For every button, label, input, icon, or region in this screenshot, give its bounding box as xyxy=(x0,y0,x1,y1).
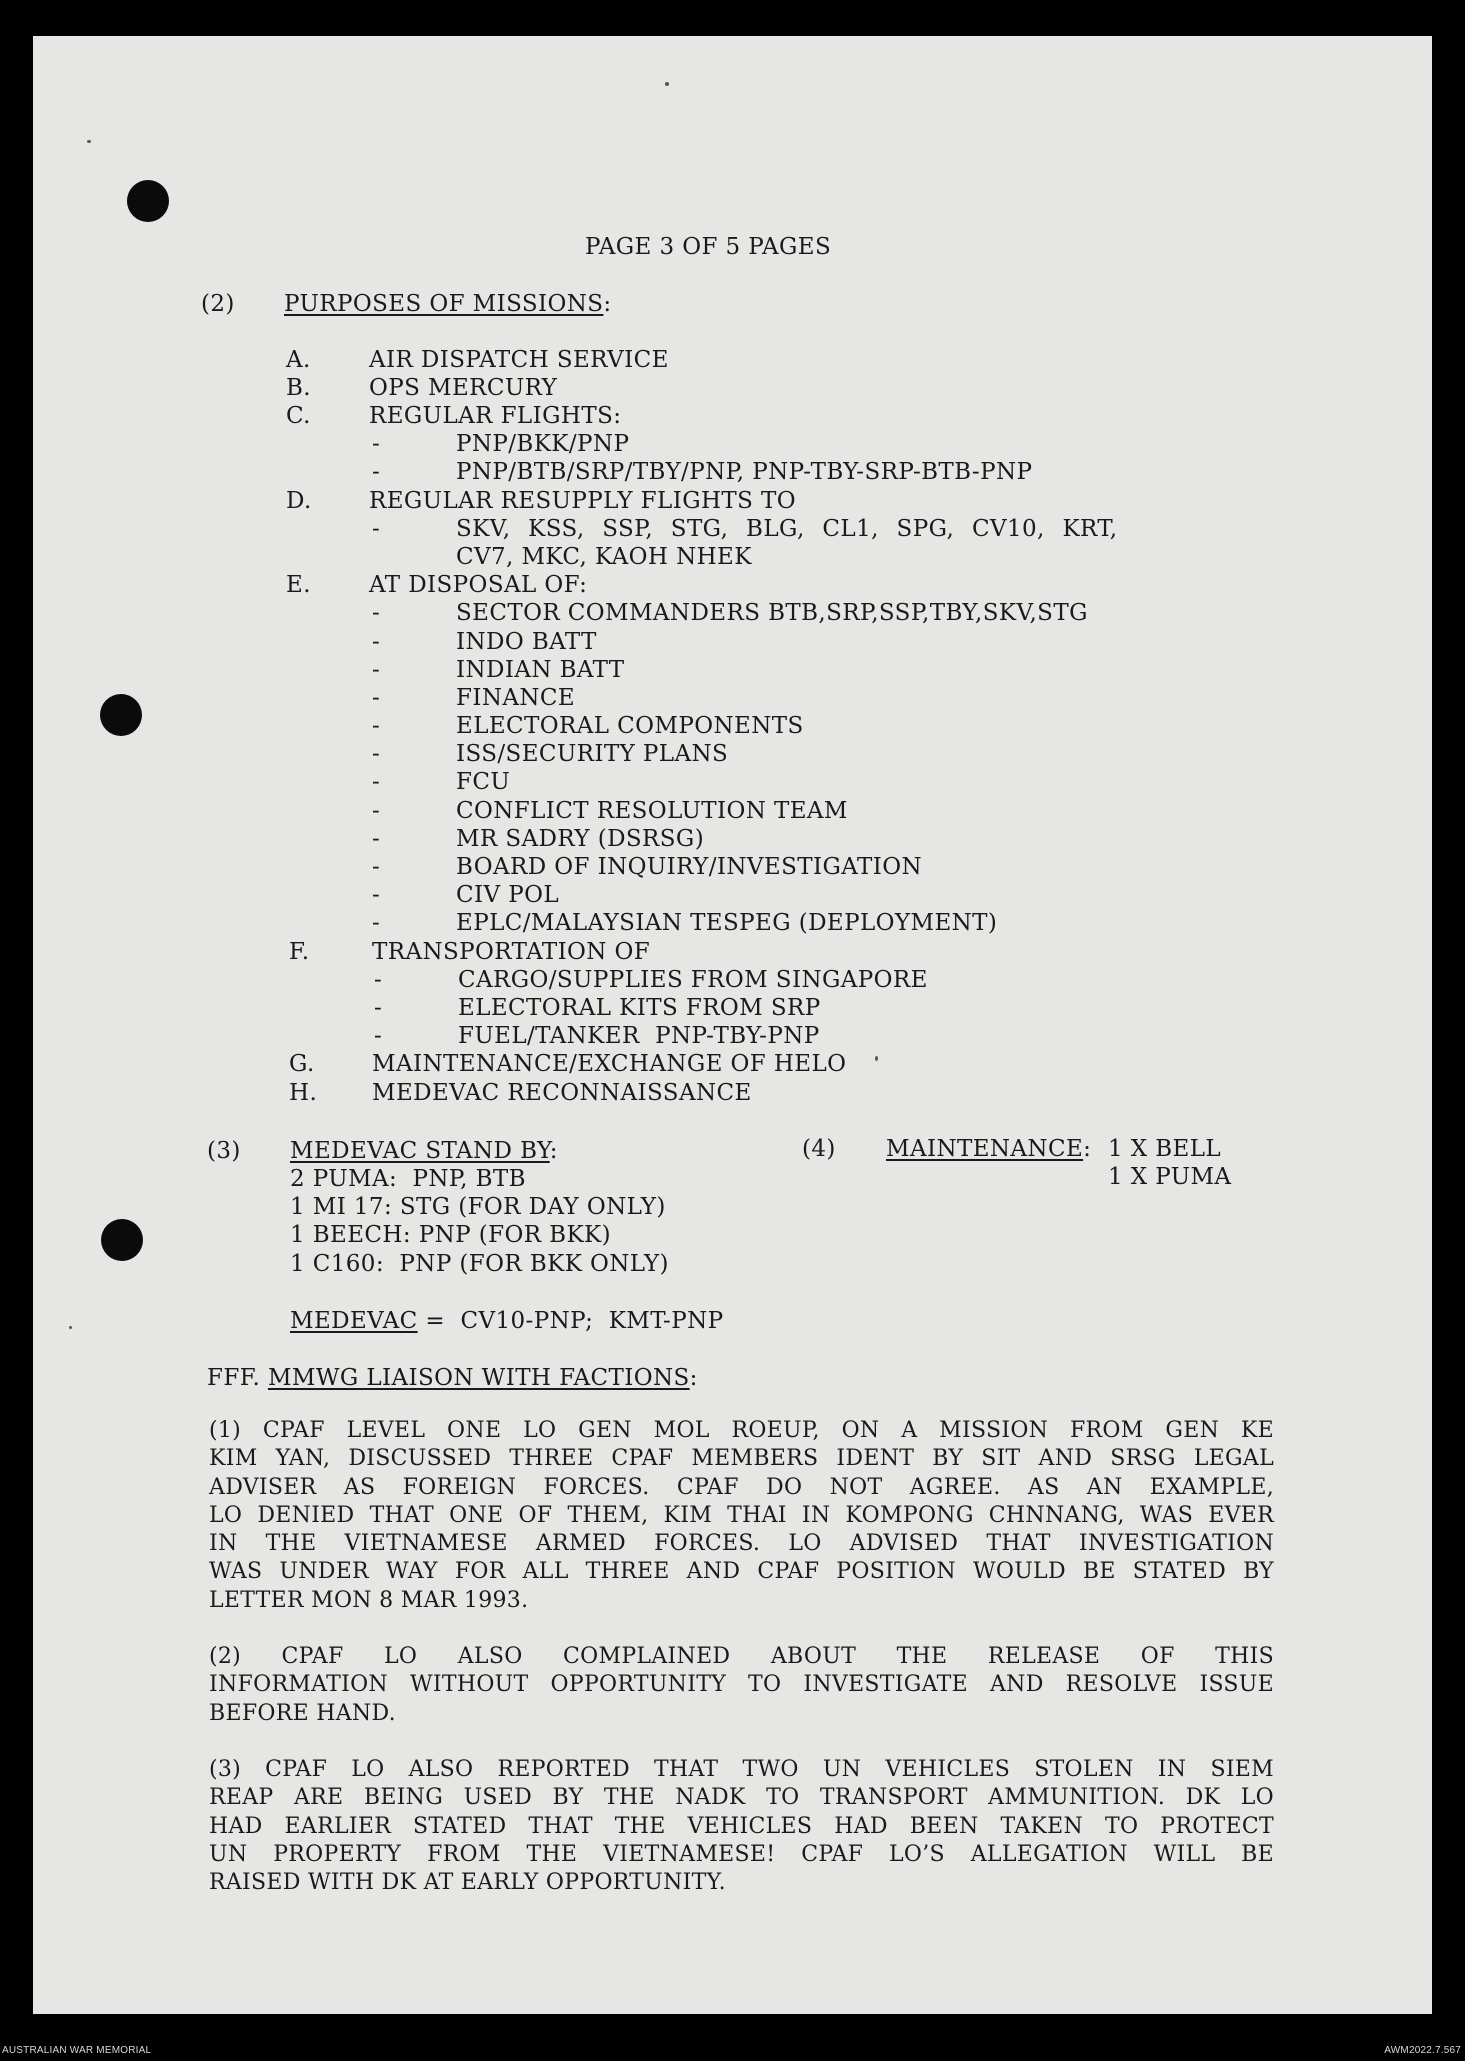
paragraph-line: ADVISER AS FOREIGN FORCES. CPAF DO NOT AGREE. AS AN EXAMPLE, xyxy=(209,1474,1274,1500)
footer-accession-number: AWM2022.7.567 xyxy=(1384,2045,1461,2056)
maintenance-line-2: 1 X PUMA xyxy=(1108,1164,1232,1190)
paper-speck xyxy=(875,1056,878,1061)
item-c-letter: C. xyxy=(286,403,311,429)
item-d-text: REGULAR RESUPPLY FLIGHTS TO xyxy=(369,488,797,514)
item-f-dash-1: - xyxy=(374,967,383,993)
section-4-colon: : xyxy=(1083,1136,1092,1162)
item-e-dash-2: - xyxy=(372,629,381,655)
section-3-title: MEDEVAC STAND BY xyxy=(290,1138,550,1164)
paragraph-line: RAISED WITH DK AT EARLY OPPORTUNITY. xyxy=(209,1870,726,1896)
paragraph-line: HAD EARLIER STATED THAT THE VEHICLES HAD BEEN TAKEN TO PROTECT xyxy=(209,1813,1274,1839)
maintenance-line-1: 1 X BELL xyxy=(1108,1136,1222,1162)
item-c-text: REGULAR FLIGHTS: xyxy=(369,403,622,429)
paragraph-line: BEFORE HAND. xyxy=(209,1700,396,1726)
item-e-sub-1: SECTOR COMMANDERS BTB,SRP,SSP,TBY,SKV,STG xyxy=(456,600,1088,626)
item-e-sub-10: BOARD OF INQUIRY/INVESTIGATION xyxy=(456,854,922,880)
page-number-header: PAGE 3 OF 5 PAGES xyxy=(585,234,832,260)
paper-speck xyxy=(69,1326,72,1329)
item-f-letter: F. xyxy=(289,939,310,965)
fff-paragraph-3 xyxy=(209,1756,1274,1897)
item-c-dash-1: - xyxy=(372,431,381,457)
item-e-dash-8: - xyxy=(372,798,381,824)
section-4-title: MAINTENANCE xyxy=(886,1136,1084,1162)
section-4-number: (4) xyxy=(802,1136,836,1162)
medevac-route-value: = CV10-PNP; KMT-PNP xyxy=(417,1308,724,1334)
item-c-sub-1: PNP/BKK/PNP xyxy=(456,431,630,457)
item-f-text: TRANSPORTATION OF xyxy=(372,939,651,965)
paragraph-line: WAS UNDER WAY FOR ALL THREE AND CPAF POSITION WOULD BE STATED BY xyxy=(209,1559,1274,1585)
item-c-sub-2: PNP/BTB/SRP/TBY/PNP, PNP-TBY-SRP-BTB-PNP xyxy=(456,459,1033,485)
paragraph-line: (1) CPAF LEVEL ONE LO GEN MOL ROEUP, ON A MISSION FROM GEN KE xyxy=(209,1418,1274,1443)
item-e-dash-1: - xyxy=(372,600,381,626)
item-e-dash-10: - xyxy=(372,854,381,880)
item-a-letter: A. xyxy=(286,347,311,373)
item-e-sub-6: ISS/SECURITY PLANS xyxy=(456,741,729,767)
item-e-letter: E. xyxy=(286,572,311,598)
paragraph-line: REAP ARE BEING USED BY THE NADK TO TRANSPORT AMMUNITION. DK LO xyxy=(209,1785,1274,1811)
item-g-text: MAINTENANCE/EXCHANGE OF HELO xyxy=(372,1051,847,1077)
paper-speck xyxy=(665,82,669,86)
section-2-title: PURPOSES OF MISSIONS xyxy=(284,291,604,317)
paragraph-line: IN THE VIETNAMESE ARMED FORCES. LO ADVISED THAT INVESTIGATION xyxy=(209,1531,1274,1557)
medevac-line-2: 1 MI 17: STG (FOR DAY ONLY) xyxy=(290,1194,666,1220)
paragraph-line: LO DENIED THAT ONE OF THEM, KIM THAI IN KOMPONG CHNNANG, WAS EVER xyxy=(209,1502,1274,1528)
paragraph-line: (2) CPAF LO ALSO COMPLAINED ABOUT THE RELEASE OF THIS xyxy=(209,1644,1274,1669)
medevac-line-1: 2 PUMA: PNP, BTB xyxy=(290,1166,526,1192)
item-e-sub-9: MR SADRY (DSRSG) xyxy=(456,826,705,852)
item-d-dash-1: - xyxy=(372,516,381,542)
item-h-text: MEDEVAC RECONNAISSANCE xyxy=(372,1080,752,1106)
paragraph-line: INFORMATION WITHOUT OPPORTUNITY TO INVESTIGATE AND RESOLVE ISSUE xyxy=(209,1672,1274,1698)
punch-hole-bottom xyxy=(101,1219,143,1261)
medevac-route-line xyxy=(290,1307,723,1335)
item-f-sub-3: FUEL/TANKER PNP-TBY-PNP xyxy=(458,1023,820,1049)
fff-prefix: FFF. xyxy=(207,1365,261,1391)
item-h-letter: H. xyxy=(289,1080,318,1106)
footer-source-label: AUSTRALIAN WAR MEMORIAL xyxy=(2,2045,152,2056)
fff-paragraph-2 xyxy=(209,1643,1274,1728)
section-2-heading xyxy=(284,290,612,318)
fff-heading xyxy=(207,1364,698,1392)
section-4-heading xyxy=(886,1135,1091,1163)
item-a-text: AIR DISPATCH SERVICE xyxy=(369,347,669,373)
item-e-dash-12: - xyxy=(372,910,381,936)
item-e-dash-6: - xyxy=(372,741,381,767)
item-e-sub-11: CIV POL xyxy=(456,882,560,908)
item-f-dash-3: - xyxy=(374,1023,383,1049)
item-f-dash-2: - xyxy=(374,995,383,1021)
section-2-colon: : xyxy=(603,291,612,317)
item-g-letter: G. xyxy=(289,1051,315,1077)
paper-speck xyxy=(87,140,91,143)
item-f-sub-1: CARGO/SUPPLIES FROM SINGAPORE xyxy=(458,967,928,993)
item-e-sub-12: EPLC/MALAYSIAN TESPEG (DEPLOYMENT) xyxy=(456,910,998,936)
medevac-route-label: MEDEVAC xyxy=(290,1308,418,1334)
fff-title: MMWG LIAISON WITH FACTIONS xyxy=(267,1365,690,1391)
item-b-text: OPS MERCURY xyxy=(369,375,558,401)
item-e-sub-3: INDIAN BATT xyxy=(456,657,625,683)
paragraph-line: LETTER MON 8 MAR 1993. xyxy=(209,1587,529,1613)
item-e-dash-7: - xyxy=(372,769,381,795)
medevac-line-4: 1 C160: PNP (FOR BKK ONLY) xyxy=(290,1251,669,1277)
fff-colon: : xyxy=(689,1365,698,1391)
punch-hole-middle xyxy=(100,694,142,736)
item-e-dash-5: - xyxy=(372,713,381,739)
item-e-dash-4: - xyxy=(372,685,381,711)
item-e-dash-3: - xyxy=(372,657,381,683)
item-e-sub-5: ELECTORAL COMPONENTS xyxy=(456,713,804,739)
item-e-dash-9: - xyxy=(372,826,381,852)
section-3-colon: : xyxy=(549,1138,558,1164)
punch-hole-top xyxy=(127,180,169,222)
section-3-heading xyxy=(290,1137,558,1165)
item-e-text: AT DISPOSAL OF: xyxy=(369,572,588,598)
fff-paragraph-1 xyxy=(209,1417,1274,1615)
medevac-line-3: 1 BEECH: PNP (FOR BKK) xyxy=(290,1222,611,1248)
item-d-letter: D. xyxy=(286,488,312,514)
section-2-number: (2) xyxy=(201,291,235,317)
paragraph-line: UN PROPERTY FROM THE VIETNAMESE! CPAF LO’S ALLEGATION WILL BE xyxy=(209,1841,1274,1867)
item-c-dash-2: - xyxy=(372,459,381,485)
item-d-sub-1-cont: CV7, MKC, KAOH NHEK xyxy=(456,544,752,570)
section-3-number: (3) xyxy=(207,1138,241,1164)
item-e-sub-7: FCU xyxy=(456,769,511,795)
item-e-dash-11: - xyxy=(372,882,381,908)
paragraph-line: KIM YAN, DISCUSSED THREE CPAF MEMBERS IDENT BY SIT AND SRSG LEGAL xyxy=(209,1446,1274,1472)
paragraph-line: (3) CPAF LO ALSO REPORTED THAT TWO UN VEHICLES STOLEN IN SIEM xyxy=(209,1757,1274,1782)
item-f-sub-2: ELECTORAL KITS FROM SRP xyxy=(458,995,821,1021)
item-e-sub-4: FINANCE xyxy=(456,685,576,711)
item-b-letter: B. xyxy=(286,375,312,401)
item-e-sub-8: CONFLICT RESOLUTION TEAM xyxy=(456,798,848,824)
item-e-sub-2: INDO BATT xyxy=(456,629,597,655)
item-d-sub-1: SKV, KSS, SSP, STG, BLG, CL1, SPG, CV10, KRT, xyxy=(456,516,1118,542)
